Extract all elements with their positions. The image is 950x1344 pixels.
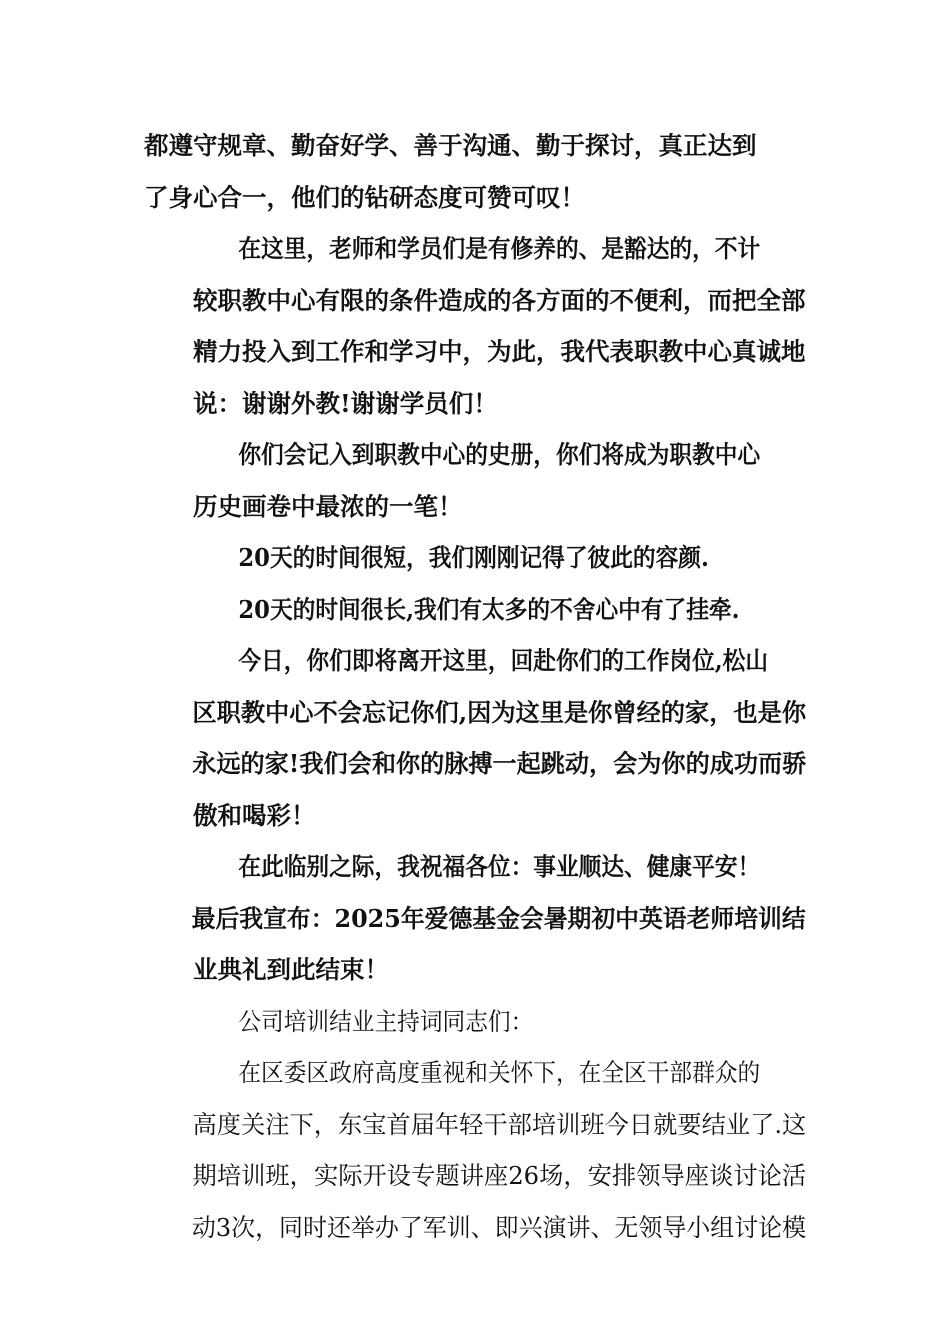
text-line: 历史画卷中最浓的一笔！ — [193, 491, 463, 521]
paragraph — [144, 584, 806, 636]
paragraph — [144, 635, 806, 841]
text-line: 精力投入到工作和学习中，为此，我代表职教中心真诚地 — [193, 337, 806, 366]
text-line: 业典礼到此结束！ — [193, 955, 389, 984]
text-line: 在此临别之际，我祝福各位：事业顺达、健康平安！ — [238, 852, 761, 881]
text-line: 区职教中心不会忘记你们,因为这里是你曾经的家，也是你 — [192, 697, 807, 727]
text-line: 了身心合一，他们的钻研态度可赞可叹！ — [144, 182, 585, 212]
text-line: 今日，你们即将离开这里，回赴你们的工作岗位,松山 — [238, 646, 769, 675]
paragraph — [144, 841, 806, 996]
text-line: 你们会记入到职教中心的史册，你们将成为职教中心 — [238, 440, 761, 469]
paragraph — [144, 532, 806, 584]
text-line: 动3次，同时还举办了军训、即兴演讲、无领导小组讨论模 — [191, 1212, 807, 1242]
text-line: 最后我宣布：2025年爱德基金会暑期初中英语老师培训结 — [191, 903, 806, 933]
paragraph — [144, 1047, 806, 1253]
paragraph — [144, 996, 806, 1048]
text-line: 在区委区政府高度重视和关怀下，在全区干部群众的 — [238, 1058, 761, 1087]
text-line: 20天的时间很短，我们刚刚记得了彼此的容颜. — [238, 543, 709, 572]
text-line: 傲和喝彩！ — [193, 800, 316, 830]
text-line: 在这里，老师和学员们是有修养的、是豁达的，不计 — [238, 234, 761, 263]
text-line: 公司培训结业主持词同志们： — [238, 1006, 534, 1036]
paragraph — [144, 223, 806, 429]
text-line: 期培训班，实际开设专题讲座26场，安排领导座谈讨论活 — [192, 1161, 807, 1190]
text-line: 高度关注下，东宝首届年轻干部培训班今日就要结业了.这 — [192, 1109, 807, 1139]
paragraph — [144, 120, 806, 223]
text-line: 永远的家!我们会和你的脉搏一起跳动，会为你的成功而骄 — [192, 749, 807, 778]
text-line: 20天的时间很长,我们有太多的不舍心中有了挂牵. — [238, 594, 740, 624]
text-line: 说：谢谢外教!谢谢学员们！ — [193, 388, 498, 418]
text-line: 都遵守规章、勤奋好学、善于沟通、勤于探讨，真正达到 — [144, 131, 757, 160]
text-line: 较职教中心有限的条件造成的各方面的不便利，而把全部 — [193, 285, 806, 315]
paragraph — [144, 429, 806, 532]
document-body — [144, 120, 806, 1253]
